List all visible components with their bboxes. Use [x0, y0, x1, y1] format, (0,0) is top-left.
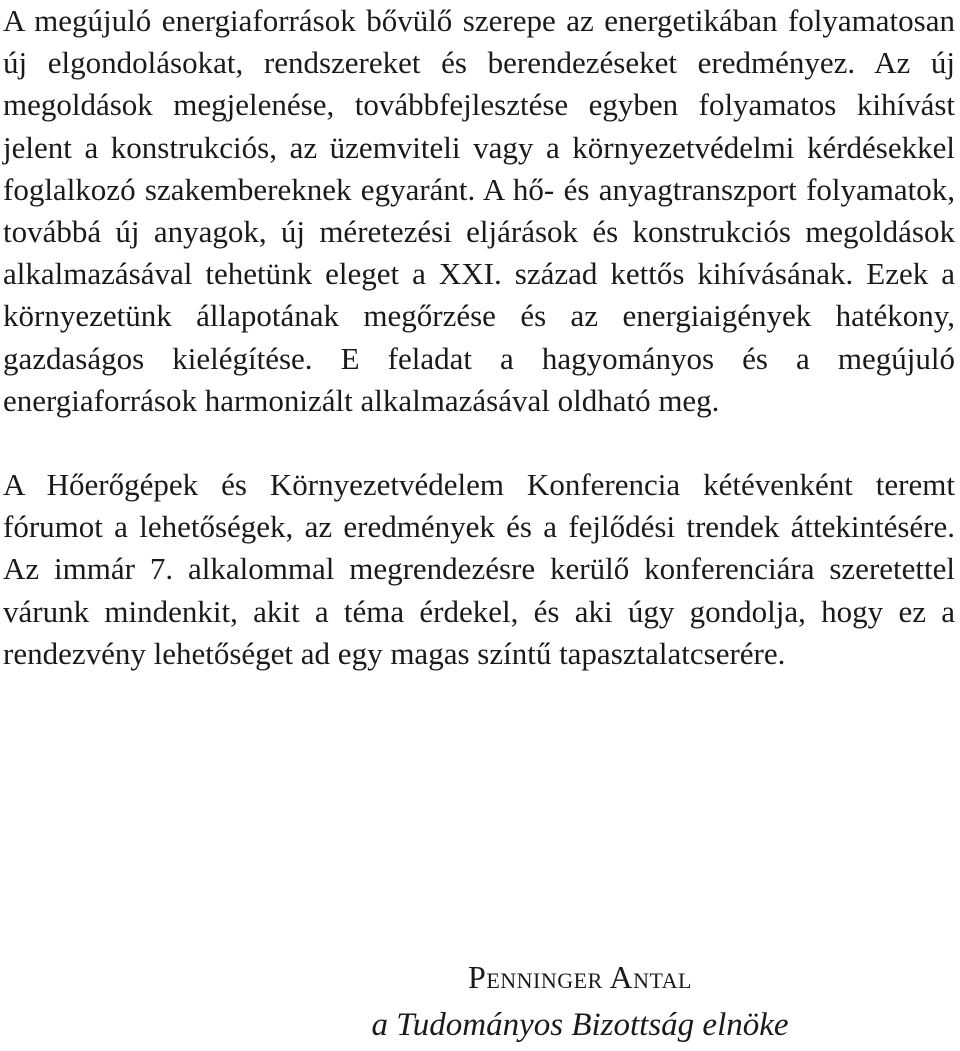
- document-body: [3, 0, 955, 675]
- signatory-name: Penninger Antal: [468, 959, 692, 995]
- intro-paragraph: A megújuló energiaforrások bővülő szerepe az energetikában folyamatosan új elgondolásokat, rendszereket és berendezéseket eredményez. Az új megoldások megjelenése, továbbfejlesztése egyben folyamatos kihívást jelent a konstrukciós, az üzemviteli vagy a környezetvédelmi kérdésekkel foglalkozó szakembereknek egyaránt. A hő- és anyagtranszport folyamatok, továbbá új anyagok, új méretezési eljárások és konstrukciós megoldások alkalmazásával tehetünk eleget a XXI. század kettős kihívásának. Ezek a környezetünk állapotának megőrzése és az energiaigények hatékony, gazdaságos kielégítése. E feladat a hagyományos és a megújuló energiaforrások harmonizált alkalmazásával oldható meg.: [3, 3, 955, 418]
- conference-paragraph: A Hőerőgépek és Környezetvédelem Konferencia kétévenként teremt fórumot a lehetőségek, az eredmények és a fejlődési trendek áttekintésére. Az immár 7. alkalommal megrendezésre kerülő konferenciára szeretettel várunk mindenkit, akit a téma érdekel, és aki úgy gondolja, hogy ez a rendezvény lehetőséget ad egy magas színtű tapasztalatcserére.: [3, 467, 955, 671]
- signatory-role: a Tudományos Bizottság elnöke: [371, 1007, 789, 1043]
- signature-block: [320, 955, 840, 1051]
